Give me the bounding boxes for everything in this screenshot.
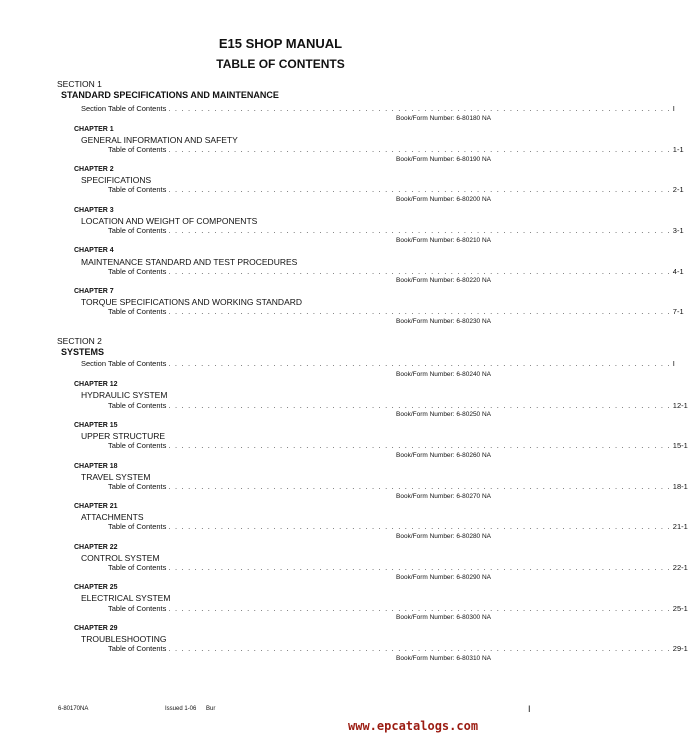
dot-leader: . . . . . . . . . . . . . . . . . . . . . . . . . . . . . . . . . . . . . . . . . . . . . . . . . . . . . . . . . . . . . . . . . . . . . . . . . . . . . (168, 307, 671, 316)
chapter-title: MAINTENANCE STANDARD AND TEST PROCEDURES (81, 257, 298, 267)
book-number: Book/Form Number: 6-80190 NA (396, 156, 492, 163)
chapter-number: CHAPTER 3 (74, 207, 114, 214)
book-number: Book/Form Number: 6-80210 NA (396, 237, 492, 244)
chapter-number: CHAPTER 18 (74, 463, 118, 470)
toc-page: 7-1 (672, 307, 684, 316)
chapter-toc-row[interactable] (108, 145, 684, 154)
chapter-toc-row[interactable] (108, 401, 688, 410)
section-toc-row[interactable] (81, 104, 675, 113)
toc-label: Table of Contents (108, 401, 167, 410)
toc-label: Section Table of Contents (81, 359, 167, 368)
dot-leader: . . . . . . . . . . . . . . . . . . . . . . . . . . . . . . . . . . . . . . . . . . . . . . . . . . . . . . . . . . . . . . . . . . . . . . . . . . . . . (168, 359, 671, 368)
chapter-title: GENERAL INFORMATION AND SAFETY (81, 135, 238, 145)
chapter-number: CHAPTER 21 (74, 503, 118, 510)
toc-page: 18-1 (672, 482, 688, 491)
dot-leader: . . . . . . . . . . . . . . . . . . . . . . . . . . . . . . . . . . . . . . . . . . . . . . . . . . . . . . . . . . . . . . . . . . . . . . . . . . . . . (168, 604, 671, 613)
watermark-link[interactable]: www.epcatalogs.com (348, 719, 479, 733)
chapter-title: HYDRAULIC SYSTEM (81, 390, 168, 400)
chapter-toc-row[interactable] (108, 522, 688, 531)
toc-page: 25-1 (672, 604, 688, 613)
toc-label: Table of Contents (108, 644, 167, 653)
chapter-toc-row[interactable] (108, 441, 688, 450)
toc-page: 4-1 (672, 267, 684, 276)
book-number: Book/Form Number: 6-80240 NA (396, 371, 492, 378)
toc-page: I (672, 359, 675, 368)
section-label: SECTION 2 (57, 336, 102, 346)
chapter-number: CHAPTER 7 (74, 288, 114, 295)
toc-page: 22-1 (672, 563, 688, 572)
toc-page: 21-1 (672, 522, 688, 531)
chapter-toc-row[interactable] (108, 563, 688, 572)
book-number: Book/Form Number: 6-80260 NA (396, 452, 492, 459)
section-title: STANDARD SPECIFICATIONS AND MAINTENANCE (61, 90, 279, 100)
toc-label: Section Table of Contents (81, 104, 167, 113)
toc-heading: TABLE OF CONTENTS (216, 57, 345, 71)
book-number: Book/Form Number: 6-80200 NA (396, 196, 492, 203)
toc-page: 3-1 (672, 226, 684, 235)
chapter-toc-row[interactable] (108, 267, 684, 276)
book-number: Book/Form Number: 6-80230 NA (396, 318, 492, 325)
toc-label: Table of Contents (108, 522, 167, 531)
dot-leader: . . . . . . . . . . . . . . . . . . . . . . . . . . . . . . . . . . . . . . . . . . . . . . . . . . . . . . . . . . . . . . . . . . . . . . . . . . . . . (168, 441, 671, 450)
chapter-number: CHAPTER 1 (74, 126, 114, 133)
chapter-title: CONTROL SYSTEM (81, 553, 160, 563)
chapter-toc-row[interactable] (108, 185, 684, 194)
dot-leader: . . . . . . . . . . . . . . . . . . . . . . . . . . . . . . . . . . . . . . . . . . . . . . . . . . . . . . . . . . . . . . . . . . . . . . . . . . . . . (168, 104, 671, 113)
dot-leader: . . . . . . . . . . . . . . . . . . . . . . . . . . . . . . . . . . . . . . . . . . . . . . . . . . . . . . . . . . . . . . . . . . . . . . . . . . . . . (168, 522, 671, 531)
toc-label: Table of Contents (108, 482, 167, 491)
chapter-number: CHAPTER 12 (74, 381, 118, 388)
dot-leader: . . . . . . . . . . . . . . . . . . . . . . . . . . . . . . . . . . . . . . . . . . . . . . . . . . . . . . . . . . . . . . . . . . . . . . . . . . . . . (168, 563, 671, 572)
section-toc-row[interactable] (81, 359, 675, 368)
chapter-title: SPECIFICATIONS (81, 175, 152, 185)
toc-page: I (672, 104, 675, 113)
dot-leader: . . . . . . . . . . . . . . . . . . . . . . . . . . . . . . . . . . . . . . . . . . . . . . . . . . . . . . . . . . . . . . . . . . . . . . . . . . . . . (168, 644, 671, 653)
toc-label: Table of Contents (108, 226, 167, 235)
toc-label: Table of Contents (108, 604, 167, 613)
book-number: Book/Form Number: 6-80300 NA (396, 614, 492, 621)
dot-leader: . . . . . . . . . . . . . . . . . . . . . . . . . . . . . . . . . . . . . . . . . . . . . . . . . . . . . . . . . . . . . . . . . . . . . . . . . . . . . (168, 145, 671, 154)
toc-page: 2-1 (672, 185, 684, 194)
dot-leader: . . . . . . . . . . . . . . . . . . . . . . . . . . . . . . . . . . . . . . . . . . . . . . . . . . . . . . . . . . . . . . . . . . . . . . . . . . . . . (168, 185, 671, 194)
chapter-title: TORQUE SPECIFICATIONS AND WORKING STANDARD (81, 297, 303, 307)
chapter-number: CHAPTER 2 (74, 166, 114, 173)
book-number: Book/Form Number: 6-80250 NA (396, 411, 492, 418)
toc-label: Table of Contents (108, 267, 167, 276)
toc-label: Table of Contents (108, 185, 167, 194)
chapter-number: CHAPTER 25 (74, 584, 118, 591)
footer-issued: Issued 1-06 (165, 706, 197, 712)
chapter-number: CHAPTER 4 (74, 247, 114, 254)
chapter-title: ATTACHMENTS (81, 512, 144, 522)
dot-leader: . . . . . . . . . . . . . . . . . . . . . . . . . . . . . . . . . . . . . . . . . . . . . . . . . . . . . . . . . . . . . . . . . . . . . . . . . . . . . (168, 267, 671, 276)
book-number: Book/Form Number: 6-80220 NA (396, 277, 492, 284)
toc-label: Table of Contents (108, 441, 167, 450)
chapter-toc-row[interactable] (108, 482, 688, 491)
chapter-title: UPPER STRUCTURE (81, 431, 166, 441)
chapter-title: ELECTRICAL SYSTEM (81, 593, 171, 603)
section-title: SYSTEMS (61, 347, 105, 357)
footer-page-number: I (528, 704, 531, 714)
chapter-number: CHAPTER 29 (74, 625, 118, 632)
chapter-toc-row[interactable] (108, 307, 684, 316)
toc-page: 29-1 (672, 644, 688, 653)
chapter-number: CHAPTER 22 (74, 544, 118, 551)
chapter-number: CHAPTER 15 (74, 422, 118, 429)
dot-leader: . . . . . . . . . . . . . . . . . . . . . . . . . . . . . . . . . . . . . . . . . . . . . . . . . . . . . . . . . . . . . . . . . . . . . . . . . . . . . (168, 401, 671, 410)
chapter-toc-row[interactable] (108, 644, 688, 653)
book-number: Book/Form Number: 6-80180 NA (396, 115, 492, 122)
footer-printed: Bur (206, 706, 216, 712)
dot-leader: . . . . . . . . . . . . . . . . . . . . . . . . . . . . . . . . . . . . . . . . . . . . . . . . . . . . . . . . . . . . . . . . . . . . . . . . . . . . . (168, 482, 671, 491)
book-number: Book/Form Number: 6-80280 NA (396, 533, 492, 540)
book-number: Book/Form Number: 6-80290 NA (396, 574, 492, 581)
book-number: Book/Form Number: 6-80310 NA (396, 655, 492, 662)
toc-label: Table of Contents (108, 307, 167, 316)
chapter-toc-row[interactable] (108, 226, 684, 235)
chapter-title: TRAVEL SYSTEM (81, 472, 151, 482)
chapter-title: TROUBLESHOOTING (81, 634, 167, 644)
manual-title: E15 SHOP MANUAL (218, 36, 343, 51)
dot-leader: . . . . . . . . . . . . . . . . . . . . . . . . . . . . . . . . . . . . . . . . . . . . . . . . . . . . . . . . . . . . . . . . . . . . . . . . . . . . . (168, 226, 671, 235)
toc-label: Table of Contents (108, 145, 167, 154)
footer-form-number: 6-80170NA (58, 706, 89, 712)
toc-page: 1-1 (672, 145, 684, 154)
toc-page: 15-1 (672, 441, 688, 450)
chapter-title: LOCATION AND WEIGHT OF COMPONENTS (81, 216, 258, 226)
chapter-toc-row[interactable] (108, 604, 688, 613)
toc-page: 12-1 (672, 401, 688, 410)
book-number: Book/Form Number: 6-80270 NA (396, 493, 492, 500)
toc-label: Table of Contents (108, 563, 167, 572)
section-label: SECTION 1 (57, 79, 102, 89)
